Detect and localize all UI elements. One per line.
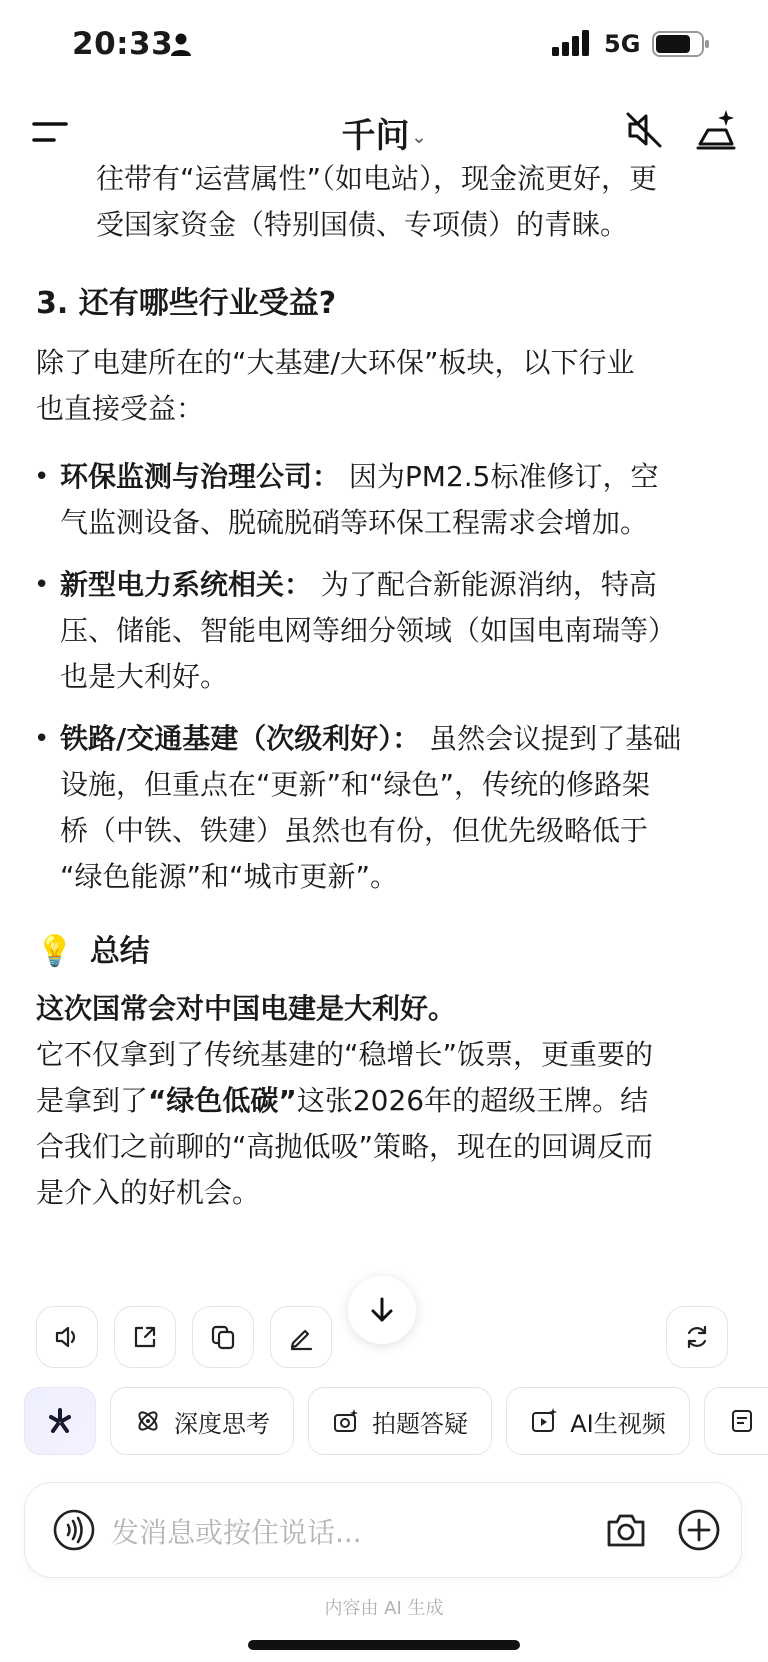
person-icon (170, 33, 192, 57)
paragraph-line: 除了电建所在的“大基建/大环保”板块，以下行业 (36, 346, 635, 379)
bullet-dot: • (34, 462, 50, 492)
nav-bar (0, 100, 768, 164)
page-title: 千问 (341, 116, 410, 156)
share-icon (131, 1323, 159, 1351)
speaker-mute-icon[interactable] (622, 108, 666, 152)
camera-icon[interactable] (603, 1507, 649, 1553)
list-item-line: 气监测设备、脱硫脱硝等环保工程需求会增加。 (60, 506, 649, 539)
voice-input-icon[interactable] (51, 1507, 97, 1553)
new-chat-sparkle-icon[interactable] (692, 106, 740, 154)
paragraph-line: 合我们之前聊的“高抛低吸”策略，现在的回调反而 (36, 1130, 654, 1163)
chip-label: 拍题答疑 (372, 1409, 468, 1438)
message-input-box[interactable] (24, 1482, 742, 1578)
list-item: 铁路/交通基建（次级利好）： 虽然会议提到了基础 (60, 722, 682, 755)
home-indicator[interactable] (248, 1640, 520, 1650)
chip-label: AI生视频 (570, 1409, 666, 1438)
regenerate-button[interactable] (666, 1306, 728, 1368)
list-item-line: 桥（中铁、铁建）虽然也有份，但优先级略低于 (60, 814, 649, 847)
list-item: 新型电力系统相关： 为了配合新能源消纳，特高 (60, 568, 657, 601)
video-sparkle-icon (530, 1407, 558, 1435)
list-item-line: “绿色能源”和“城市更新”。 (60, 860, 399, 893)
camera-sparkle-icon (332, 1407, 360, 1435)
share-button[interactable] (114, 1306, 176, 1368)
list-item: 环保监测与治理公司： 因为PM2.5标准修订，空 (60, 460, 659, 493)
refresh-icon (682, 1322, 712, 1352)
bullet-dot: • (34, 570, 50, 600)
network-label: 5G (604, 30, 641, 58)
lightbulb-icon: 💡 (36, 934, 74, 969)
paragraph-line: 是拿到了“绿色低碳”这张2026年的超级王牌。结 (36, 1084, 649, 1117)
plus-circle-icon[interactable] (675, 1506, 723, 1554)
paragraph-line: 它不仅拿到了传统基建的“稳增长”饭票，更重要的 (36, 1038, 654, 1071)
scroll-to-bottom-button[interactable] (348, 1276, 416, 1344)
section-heading: 3. 还有哪些行业受益? (36, 286, 337, 321)
list-item-line: 压、储能、智能电网等细分领域（如国电南瑞等） (60, 614, 677, 647)
battery-icon (652, 31, 710, 57)
paragraph-line: 也直接受益： (36, 392, 205, 425)
ai-disclaimer: 内容由 AI 生成 (324, 1598, 444, 1619)
assistant-message (0, 164, 768, 1294)
arrow-down-icon (367, 1295, 397, 1325)
status-bar (0, 0, 768, 92)
ai-video-chip[interactable] (506, 1387, 690, 1455)
list-item-line: 也是大利好。 (60, 660, 229, 693)
copy-button[interactable] (192, 1306, 254, 1368)
speaker-icon (52, 1322, 82, 1352)
document-icon (729, 1408, 755, 1434)
copy-icon (209, 1323, 237, 1351)
pencil-icon (287, 1323, 315, 1351)
edit-button[interactable] (270, 1306, 332, 1368)
photo-answer-chip[interactable] (308, 1387, 492, 1455)
asterisk-icon (45, 1406, 75, 1436)
summary-bold-line: 这次国常会对中国电建是大利好。 (36, 992, 457, 1025)
signal-icon (552, 30, 592, 56)
message-input-placeholder[interactable]: 发消息或按住说话... (111, 1516, 362, 1549)
deep-think-chip[interactable] (110, 1387, 294, 1455)
chip-label: 深度思考 (174, 1409, 270, 1438)
chevron-down-icon: ⌄ (411, 127, 427, 148)
status-time: 20:33 (72, 26, 174, 62)
more-chip[interactable] (704, 1387, 768, 1455)
paragraph-line: 往带有“运营属性”（如电站），现金流更好，更 (96, 164, 658, 195)
paragraph-line: 是介入的好机会。 (36, 1176, 261, 1209)
atom-icon (134, 1407, 162, 1435)
bullet-dot: • (34, 724, 50, 754)
read-aloud-button[interactable] (36, 1306, 98, 1368)
feature-chips (0, 1387, 768, 1457)
summary-heading: 💡 总结 (36, 934, 150, 969)
list-item-line: 设施，但重点在“更新”和“绿色”，传统的修路架 (60, 768, 651, 801)
quick-action-button[interactable] (24, 1387, 96, 1455)
paragraph-line: 受国家资金（特别国债、专项债）的青睐。 (96, 208, 629, 241)
